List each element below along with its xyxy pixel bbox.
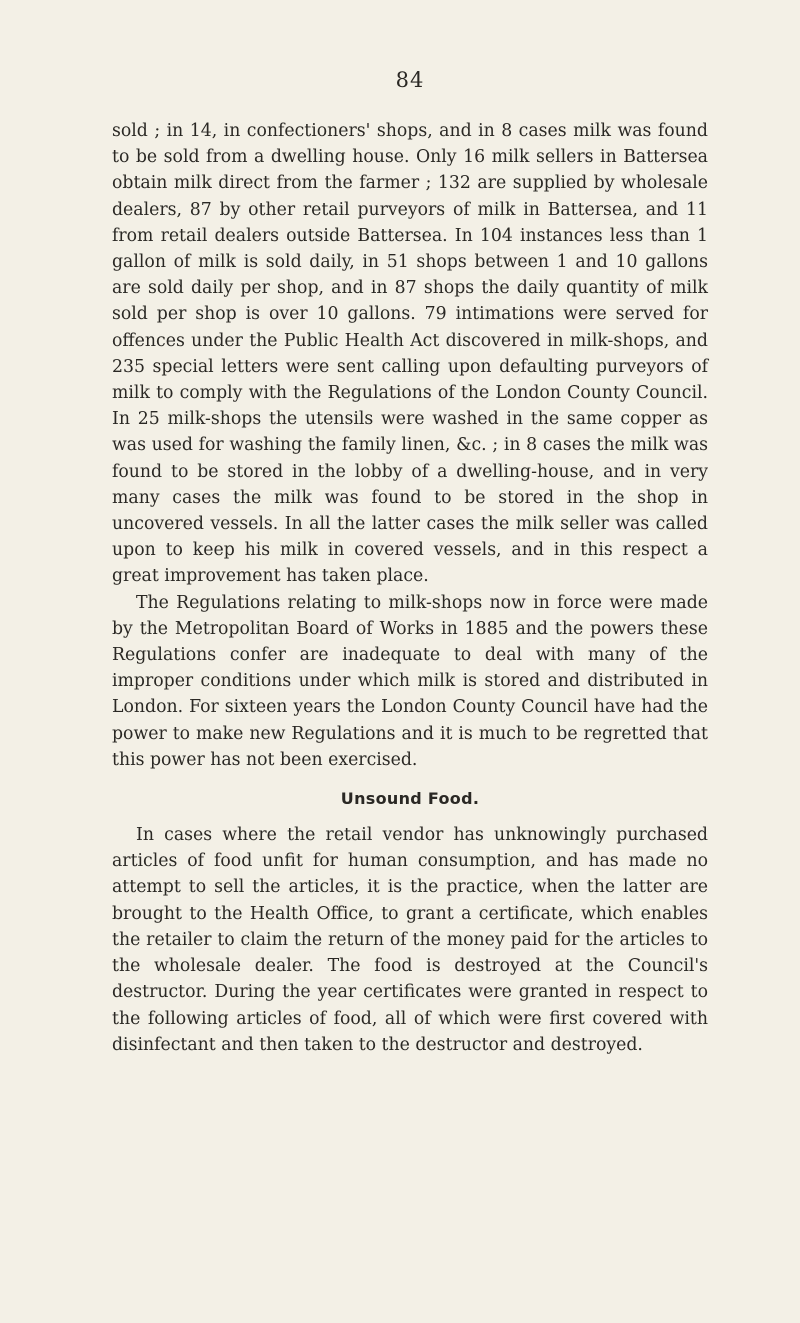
paragraph-regulations: The Regulations relating to milk-shops now in force were made by the Metropolitan Board of Works in 1885 and the powers these Regulations confer are inadequate to deal with many of the improper conditions under which milk is stored and distributed in London. For sixteen years the London County Council have had the power to make new Regulations and it is much to be regretted that this power has not been exercised. xyxy=(112,592,708,770)
paragraph-unsound-food: In cases where the retail vendor has unknowingly purchased articles of food unfit for human consumption, and has made no attempt to sell the articles, it is the practice, when the latter are brought to the Health Office, to grant a certificate, which enables the retailer to claim the return of the money paid for the articles to the wholesale dealer. The food is destroyed at the Council's destructor. During the year certificates were granted in respect to the following articles of food, all of which were first covered with disinfectant and then taken to the destructor and destroyed. xyxy=(112,825,708,1055)
page-number: 84 xyxy=(395,68,425,92)
paragraph-milk-shops: sold ; in 14, in confectioners' shops, and in 8 cases milk was found to be sold from a dwelling house. Only 16 milk sellers in Battersea obtain milk direct from the farmer ; 132 are supplied by wholesale dealers, 87 by other retail purveyors of milk in Battersea, and 11 from retail dealers outside Battersea. In 104 instances less than 1 gallon of milk is sold daily, in 51 shops between 1 and 10 gallons are sold daily per shop, and in 87 shops the daily quantity of milk sold per shop is over 10 gallons. 79 intimations were served for offences under the Public Health Act discovered in milk-shops, and 235 special letters were sent calling upon defaulting purveyors of milk to comply with the Regulations of the London County Council. In 25 milk-shops the utensils were washed in the same copper as was used for washing the family linen, &c. ; in 8 cases the milk was found to be stored in the lobby of a dwelling-house, and in very many cases the milk was found to be stored in the shop in uncovered vessels. In all the latter cases the milk seller was called upon to keep his milk in covered vessels, and in this respect a great improvement has taken place. xyxy=(112,121,708,587)
section-heading-unsound-food: Unsound Food. xyxy=(340,789,480,809)
